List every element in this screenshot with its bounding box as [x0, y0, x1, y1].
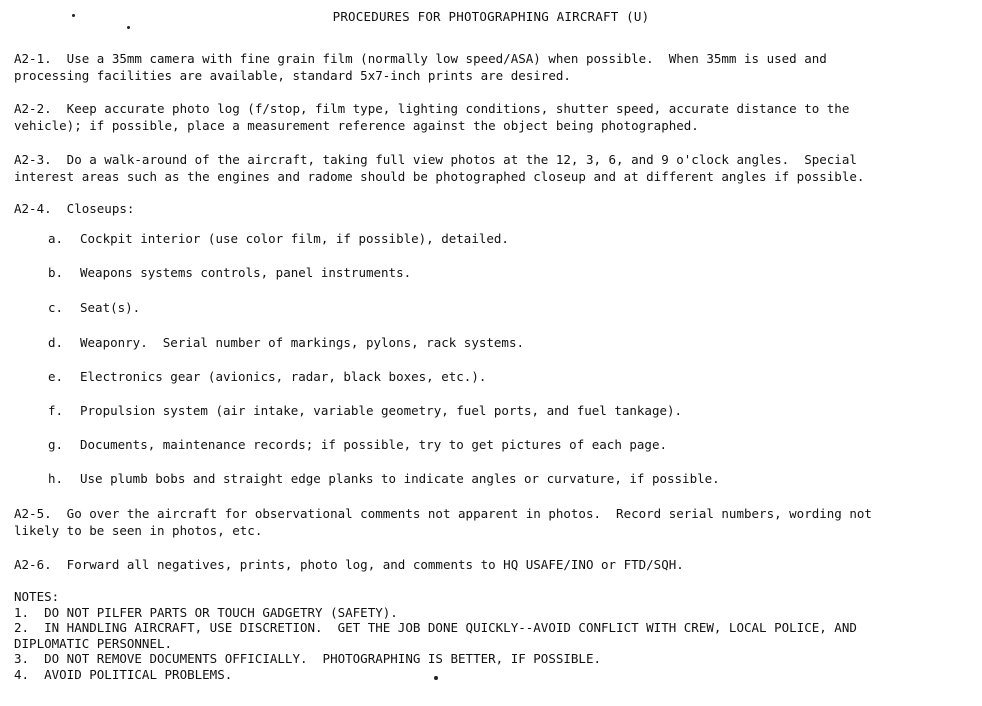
- notes-heading: NOTES:: [14, 589, 60, 604]
- item-text: Weapons systems controls, panel instruments.: [80, 265, 412, 280]
- paragraph-a2-1: [14, 50, 974, 84]
- scan-speck: [127, 26, 130, 29]
- closeup-item-c: [48, 299, 140, 316]
- paragraph-a2-3: [14, 151, 974, 185]
- page-title: PROCEDURES FOR PHOTOGRAPHING AIRCRAFT (U): [332, 9, 650, 24]
- item-label: a.: [48, 231, 64, 246]
- item-text: Seat(s).: [80, 300, 141, 315]
- paragraph-line: A2-6. Forward all negatives, prints, photo log, and comments to HQ USAFE/INO or FTD/SQH.: [14, 557, 684, 572]
- item-label: d.: [48, 335, 64, 350]
- note-line: 2. IN HANDLING AIRCRAFT, USE DISCRETION. GET THE JOB DONE QUICKLY--AVOID CONFLICT WITH CREW, LOCAL POLICE, AND: [14, 620, 857, 635]
- item-text: Use plumb bobs and straight edge planks to indicate angles or curvature, if possible.: [80, 471, 720, 486]
- note-line: 3. DO NOT REMOVE DOCUMENTS OFFICIALLY. PHOTOGRAPHING IS BETTER, IF POSSIBLE.: [14, 651, 601, 666]
- closeup-item-a: [48, 230, 509, 247]
- scan-speck: [434, 676, 438, 680]
- item-text: Propulsion system (air intake, variable geometry, fuel ports, and fuel tankage).: [80, 403, 683, 418]
- paragraph-line: processing facilities are available, standard 5x7-inch prints are desired.: [14, 68, 571, 83]
- item-text: Electronics gear (avionics, radar, black boxes, etc.).: [80, 369, 487, 384]
- closeup-item-h: [48, 470, 720, 487]
- item-label: b.: [48, 265, 64, 280]
- item-label: f.: [48, 403, 64, 418]
- item-label: g.: [48, 437, 64, 452]
- note-line: DIPLOMATIC PERSONNEL.: [14, 635, 173, 651]
- paragraph-line: A2-5. Go over the aircraft for observational comments not apparent in photos. Record serial numbers, wording not: [14, 506, 872, 521]
- item-label: e.: [48, 369, 64, 384]
- item-text: Documents, maintenance records; if possible, try to get pictures of each page.: [80, 437, 667, 452]
- closeup-item-g: [48, 436, 667, 453]
- item-text: Cockpit interior (use color film, if possible), detailed.: [80, 231, 509, 246]
- paragraph-line: vehicle); if possible, place a measurement reference against the object being photographed.: [14, 118, 699, 133]
- notes-section: [14, 589, 974, 682]
- paragraph-a2-2: [14, 100, 974, 134]
- closeup-item-b: [48, 264, 411, 281]
- closeup-item-d: [48, 334, 524, 351]
- paragraph-line: likely to be seen in photos, etc.: [14, 523, 263, 538]
- paragraph-line: A2-3. Do a walk-around of the aircraft, taking full view photos at the 12, 3, 6, and 9 o'clock angles. Special: [14, 152, 857, 167]
- item-label: h.: [48, 471, 64, 486]
- paragraph-a2-5: [14, 505, 974, 539]
- paragraph-line: A2-1. Use a 35mm camera with fine grain film (normally low speed/ASA) when possible. When 35mm is used and: [14, 51, 827, 66]
- closeup-item-f: [48, 402, 682, 419]
- note-line: 1. DO NOT PILFER PARTS OR TOUCH GADGETRY (SAFETY).: [14, 604, 398, 620]
- paragraph-a2-4: [14, 200, 974, 217]
- paragraph-a2-6: [14, 556, 974, 573]
- paragraph-line: interest areas such as the engines and radome should be photographed closeup and at different angles if possible.: [14, 169, 865, 184]
- paragraph-line: A2-4. Closeups:: [14, 201, 135, 216]
- paragraph-line: A2-2. Keep accurate photo log (f/stop, film type, lighting conditions, shutter speed, accurate distance to the: [14, 101, 850, 116]
- scan-speck: [72, 14, 75, 17]
- note-line: 4. AVOID POLITICAL PROBLEMS.: [14, 666, 233, 682]
- item-label: c.: [48, 300, 64, 315]
- item-text: Weaponry. Serial number of markings, pylons, rack systems.: [80, 335, 525, 350]
- closeup-item-e: [48, 368, 486, 385]
